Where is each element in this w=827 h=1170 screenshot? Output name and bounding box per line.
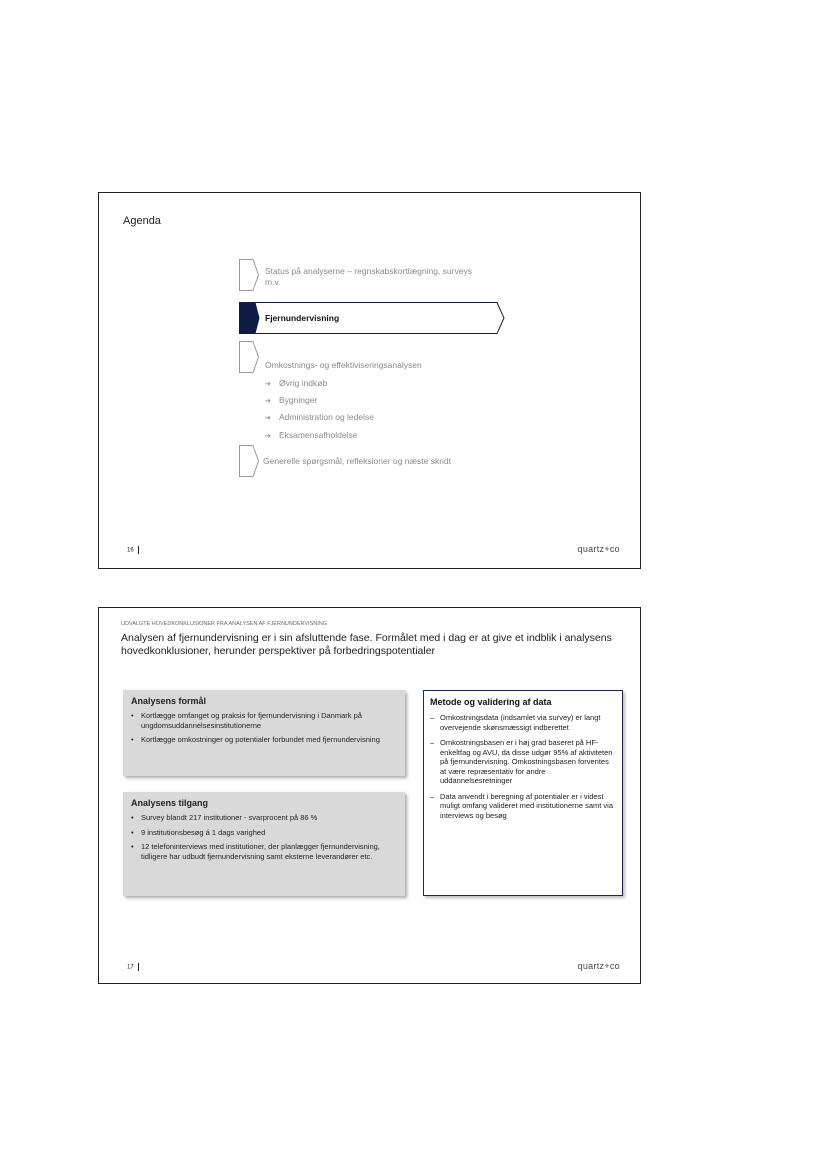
conclusions-slide [98,607,641,984]
approach-bullet: • 9 institutionsbesøg á 1 dags varighed [131,828,397,838]
method-box [423,690,623,896]
chevron-marker-icon [239,341,259,373]
agenda-item-omkostning: Omkostnings- og effektiviseringsanalysen [265,360,422,370]
slide-title: Agenda [123,215,161,227]
agenda-subitem: ➔ Øvrig indkøb [265,378,328,388]
method-bullet: – Omkostningsdata (indsamlet via survey) er langt overvejende skønsmæssigt indberettet [430,713,616,732]
agenda-subitem: ➔ Bygninger [265,395,318,405]
method-title: Metode og validering af data [430,697,552,707]
arrow-icon: ➔ [265,381,271,388]
approach-bullet: • Survey blandt 217 institutioner - svarprocent på 86 % [131,813,397,823]
slide-headline: Analysen af fjernundervisning er i sin afsluttende fase. Formålet med i dag er at give et indblik i analysens hovedkonklusioner, herunder perspektiver på forbedringspotentialer [121,632,612,657]
slide-kicker: UDVALGTE HOVEDKONKLUSIONER FRA ANALYSEN AF FJERNUNDERVISNING [121,621,327,627]
quartz-logo: quartz+co [577,961,620,971]
approach-title: Analysens tilgang [131,798,209,808]
method-bullet: – Data anvendt i beregning af potentialer er i videst muligt omfang valideret med institutionerne samt via interviews og besøg [430,792,616,821]
purpose-bullet: • Kortlægge omfanget og praksis for fjernundervisning i Danmark på ungdomsuddannelsesinstitutionerne [131,711,397,730]
page-number: 17 [127,963,139,971]
chevron-marker-icon [239,259,259,291]
agenda-subitem: ➔ Eksamensafholdelse [265,430,358,440]
agenda-item-generelle: Generelle spørgsmål, refleksioner og næste skridt [263,456,452,466]
approach-bullet: • 12 telefoninterviews med institutioner, der planlægger fjernundervisning, tidligere har udbudt fjernundervisning samt eksterne leverandører etc. [131,842,397,861]
purpose-bullet: • Kortlægge omkostninger og potentialer forbundet med fjernundervisning [131,735,397,745]
arrow-icon: ➔ [265,415,271,422]
agenda-subitem: ➔ Administration og ledelse [265,412,374,422]
approach-box [123,792,405,896]
quartz-logo: quartz+co [577,544,620,554]
purpose-title: Analysens formål [131,696,207,706]
chevron-marker-icon [239,445,259,477]
agenda-item-fjernundervisning: Fjernundervisning [265,313,340,323]
agenda-slide [98,192,641,569]
page-number: 16 [127,546,139,554]
arrow-icon: ➔ [265,433,271,440]
arrow-icon: ➔ [265,398,271,405]
agenda-item-status: Status på analyserne – regnskabskortlægning, surveys m.v. [265,266,472,287]
method-bullet: – Omkostningsbasen er i høj grad baseret på HF-enkeltfag og AVU, da disse udgør 95% af aktiviteten på fjernundervisning. Omkostningsbasen forventes at være repræsentativ for andre uddannelsesretninger [430,738,616,786]
purpose-box [123,690,405,776]
